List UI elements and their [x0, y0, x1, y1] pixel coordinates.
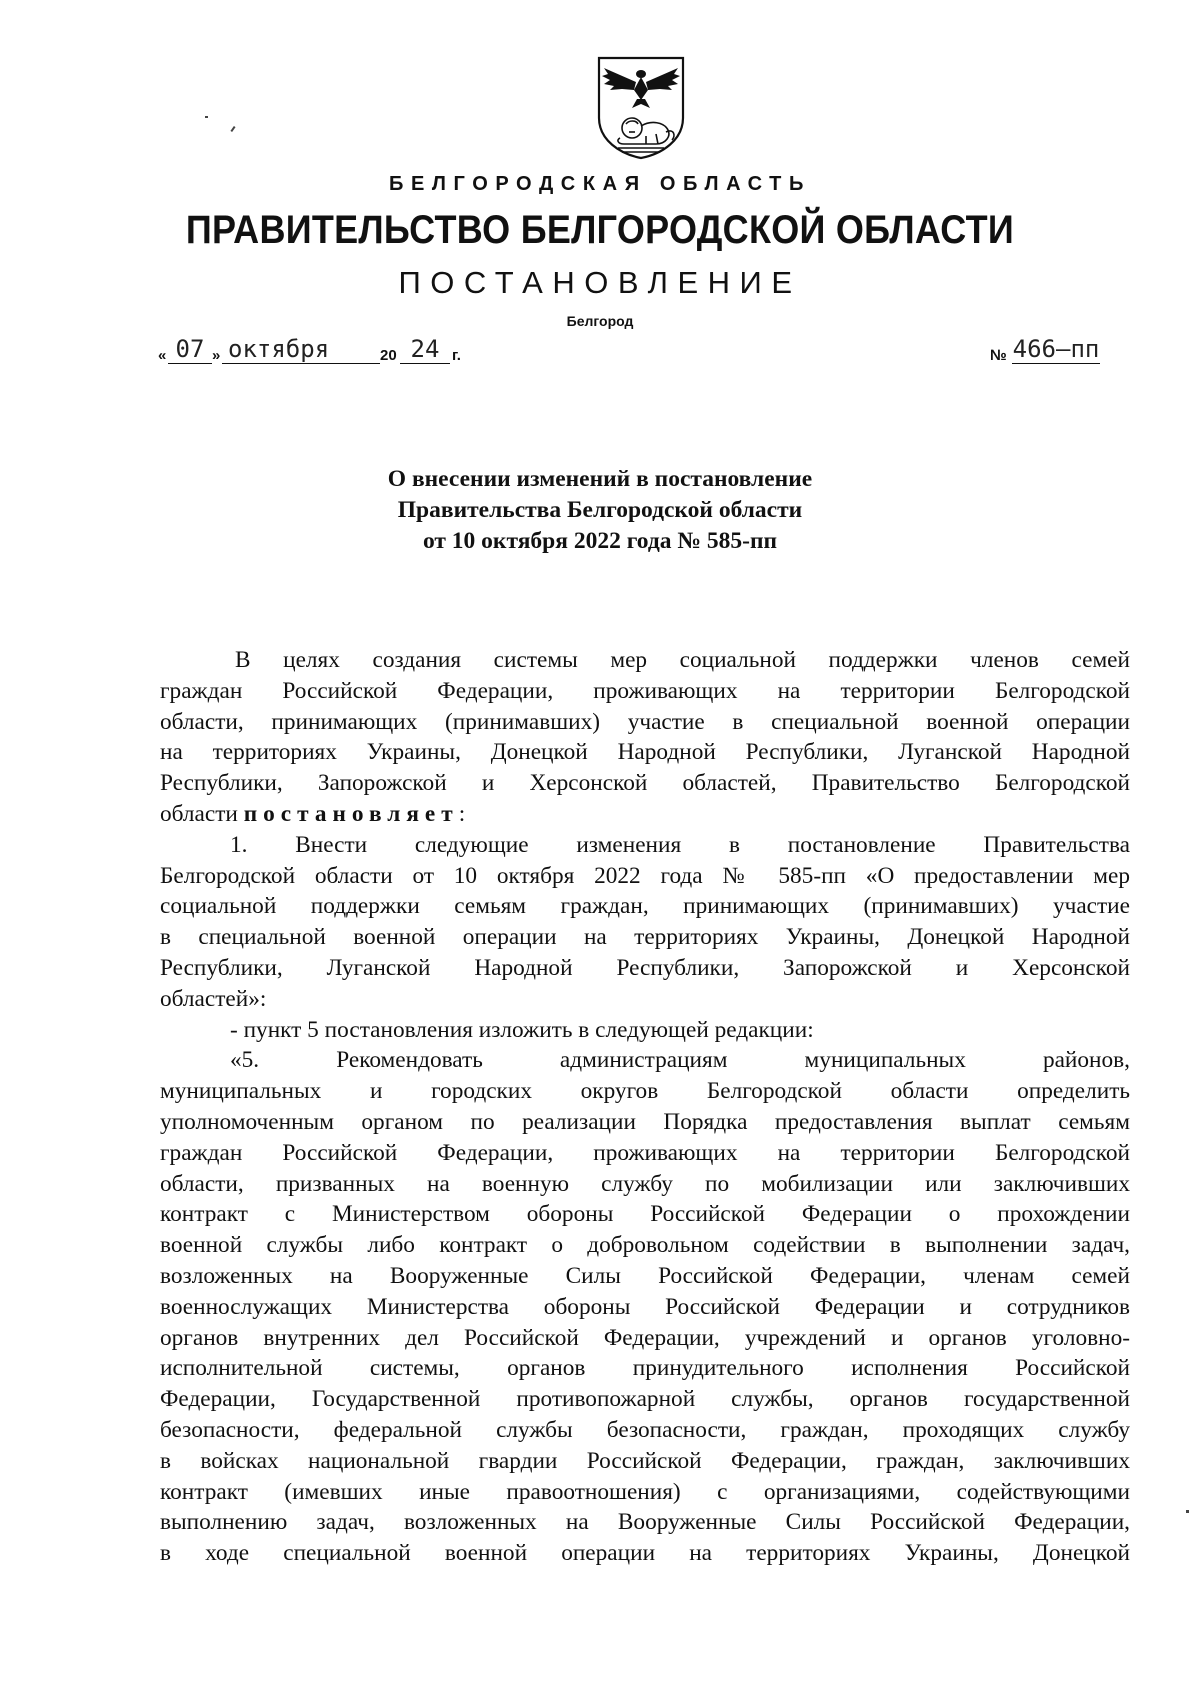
date-year-prefix: 20: [380, 347, 397, 364]
document-type-heading: ПОСТАНОВЛЕНИЕ: [398, 265, 802, 300]
text-line: в войсках национальной гвардии Российской Федерации, граждан, заключивших: [160, 1447, 1130, 1474]
text-line: В целях создания системы мер социальной поддержки членов семей: [235, 647, 1130, 673]
text-line: муниципальных и городских округов Белгородской области определить: [160, 1078, 1130, 1105]
scan-speck: [230, 126, 235, 132]
text-line: граждан Российской Федерации, проживающих на территории Белгородской: [160, 1139, 1130, 1166]
scan-speck: [1186, 1510, 1189, 1513]
text-line: на территориях Украины, Донецкой Народной Республики, Луганской Народной: [160, 739, 1130, 766]
clause-1-paragraph: [160, 830, 1130, 1015]
decree-keyword: постановляет: [243, 800, 459, 827]
document-body: [160, 645, 1130, 1569]
amendment-intro-paragraph: [160, 1015, 1130, 1046]
preamble-paragraph: [160, 645, 1130, 830]
region-heading: БЕЛГОРОДСКАЯ ОБЛАСТЬ: [389, 173, 811, 195]
text-line: контракт (имевших иные правоотношения) с организациями, содействующими: [160, 1478, 1130, 1505]
clause-5-paragraph: [160, 1045, 1130, 1569]
text-line: в специальной военной операции на территориях Украины, Донецкой Народной: [160, 924, 1130, 951]
number-value: 466–пп: [1012, 335, 1100, 363]
document-title: [0, 464, 1200, 557]
text-line: Республики, Запорожской и Херсонской областей, Правительство Белгородской: [160, 770, 1130, 797]
government-heading: ПРАВИТЕЛЬСТВО БЕЛГОРОДСКОЙ ОБЛАСТИ: [185, 208, 1015, 252]
title-line: О внесении изменений в постановление: [387, 466, 813, 492]
text-line: военной службы либо контракт о добровольном содействии в выполнении задач,: [160, 1232, 1130, 1259]
text-line: Федерации, Государственной противопожарной службы, органов государственной: [160, 1386, 1130, 1413]
date-year-mark: г.: [452, 347, 461, 364]
text-line: области, принимающих (принимавших) участие в специальной военной операции: [160, 708, 1130, 735]
text-line: - пункт 5 постановления изложить в следующей редакции:: [230, 1016, 814, 1043]
text-line: «5. Рекомендовать администрациям муниципальных районов,: [230, 1047, 1130, 1074]
text-line: возложенных на Вооруженные Силы Российской Федерации, членам семей: [160, 1262, 1130, 1289]
text-line: в ходе специальной военной операции на территориях Украины, Донецкой: [160, 1540, 1130, 1567]
date-day: 07: [168, 335, 212, 364]
text-line: исполнительной системы, органов принудительного исполнения Российской: [160, 1355, 1130, 1382]
text-line: [160, 799, 1130, 830]
text-line: области, призванных на военную службу по мобилизации или заключивших: [160, 1170, 1130, 1197]
scan-speck: [205, 116, 208, 118]
title-line: Правительства Белгородской области: [397, 497, 803, 523]
text-line: 1. Внести следующие изменения в постановление Правительства: [230, 831, 1130, 858]
text-fragment: :: [458, 800, 466, 827]
text-line: Белгородской области от 10 октября 2022 года № 585-пп «О предоставлении мер: [160, 862, 1130, 889]
text-line: военнослужащих Министерства обороны Российской Федерации и сотрудников: [160, 1293, 1130, 1320]
date-open-quote: «: [158, 347, 167, 364]
text-line: Республики, Луганской Народной Республики, Запорожской и Херсонской: [160, 954, 1130, 981]
text-line: выполнению задач, возложенных на Вооруженные Силы Российской Федерации,: [160, 1509, 1130, 1536]
text-line: безопасности, федеральной службы безопасности, граждан, проходящих службу: [160, 1416, 1130, 1443]
title-line: от 10 октября 2022 года № 585-пп: [422, 528, 778, 554]
text-line: областей»:: [160, 985, 267, 1012]
text-line: контракт с Министерством обороны Российской Федерации о прохождении: [160, 1201, 1130, 1228]
date-year-suffix: 24: [400, 335, 450, 364]
coat-of-arms-icon: [596, 56, 686, 160]
text-line: органов внутренних дел Российской Федерации, учреждений и органов уголовно-: [160, 1324, 1130, 1351]
date-month: октября: [222, 335, 380, 364]
text-line: социальной поддержки семьям граждан, принимающих (принимавших) участие: [160, 893, 1130, 920]
number-label: №: [990, 347, 1007, 364]
text-line: уполномоченным органом по реализации Порядка предоставления выплат семьям: [160, 1108, 1130, 1135]
text-fragment: области: [160, 800, 244, 827]
city-label: Белгород: [566, 313, 634, 329]
text-line: граждан Российской Федерации, проживающих на территории Белгородской: [160, 677, 1130, 704]
date-close-quote: »: [212, 347, 221, 364]
